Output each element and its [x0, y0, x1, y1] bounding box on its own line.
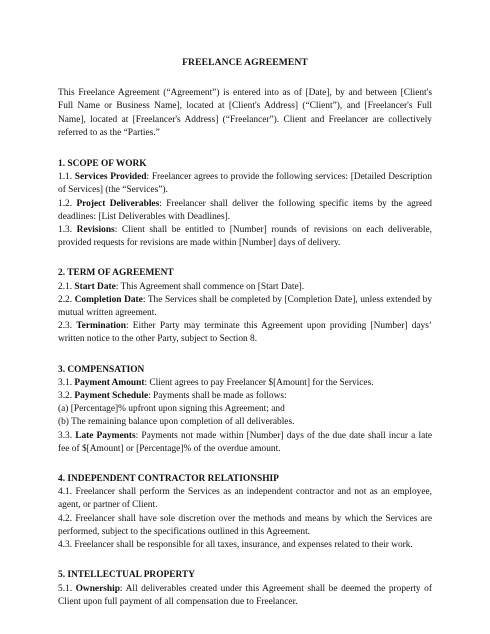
intro-paragraph: This Freelance Agreement (“Agreement”) is entered into as of [Date], by and between [Client's Full Name or Business Name], located at [Client's Address] (“Client”), and [Freelancer's Full Name], located at [Freelancer's Address] (“Freelancer”). Client and Freelancer are collectively referred to as the “Parties.”	[58, 88, 432, 138]
clause	[58, 430, 432, 456]
clause	[58, 198, 432, 224]
clause-text: : Client agrees to pay Freelancer $[Amount] for the Services.	[144, 377, 374, 388]
clause-text: Freelancer shall have sole discretion over the methods and means by which the Services are performed, subject to the specifications outlined in this Agreement.	[58, 513, 433, 537]
clause-term: Completion Date	[74, 294, 143, 305]
clause-term: Ownership	[75, 583, 120, 594]
clause-text: : Either Party may terminate this Agreement upon providing [Number] days’ written notice to the other Party, subject to Section 8.	[58, 321, 433, 345]
clause-text: : All deliverables created under this Agreement shall be deemed the property of Client upon full payment of all compensation due to Freelancer.	[58, 583, 432, 607]
clause-text: (a) [Percentage]% upfront upon signing this Agreement; and	[58, 404, 285, 415]
clause	[58, 377, 432, 390]
clause-number: 2.2.	[58, 294, 75, 305]
clause	[58, 403, 432, 416]
clause-text: : Client shall be entitled to [Number] rounds of revisions on each deliverable, provided requests for revisions are made within [Number] days of delivery.	[58, 225, 433, 249]
clause	[58, 513, 432, 539]
clause-number: 4.2.	[58, 513, 76, 524]
clause	[58, 539, 432, 552]
clause	[58, 171, 432, 197]
clause-number: 1.1.	[58, 172, 75, 183]
clause-term: Late Payments	[75, 430, 136, 441]
clause-text: : This Agreement shall commence on [Start Date].	[115, 281, 305, 292]
section-heading: 3. COMPENSATION	[58, 364, 145, 375]
clause	[58, 416, 432, 429]
section-heading: 4. INDEPENDENT CONTRACTOR RELATIONSHIP	[58, 474, 279, 485]
clause-number: 3.3.	[58, 430, 76, 441]
section	[58, 267, 432, 346]
clause-text: : Freelancer agrees to provide the following services: [Detailed Description of Services] (the “Services”).	[58, 172, 433, 196]
sections-container	[58, 158, 432, 609]
clause-term: Payment Schedule	[74, 391, 149, 402]
clause-term: Payment Amount	[74, 377, 145, 388]
section-heading: 5. INTELLECTUAL PROPERTY	[58, 570, 195, 581]
clause-number: 3.2.	[58, 391, 75, 402]
clause-term: Start Date	[74, 281, 116, 292]
clause	[58, 583, 432, 609]
clause-text: Freelancer shall perform the Services as an independent contractor and not as an employee, agent, or partner of Client.	[58, 487, 432, 511]
section	[58, 473, 432, 552]
clause-text: : The Services shall be completed by [Completion Date], unless extended by mutual written agreement.	[58, 294, 433, 319]
clause	[58, 486, 432, 512]
clause-text: : Payments not made within [Number] days of the due date shall incur a late fee of $[Amount] or [Percentage]% of the overdue amount.	[58, 430, 433, 454]
clause-text: : Payments shall be made as follows:	[148, 391, 287, 402]
clause-number: 2.3.	[58, 321, 77, 332]
clause-term: Project Deliverables	[76, 198, 160, 209]
clause-number: 4.1.	[58, 487, 76, 498]
clause	[58, 294, 432, 320]
clause	[58, 281, 432, 294]
document-title: FREELANCE AGREEMENT	[182, 57, 308, 68]
clause-number: 4.3.	[58, 540, 75, 551]
clause-term: Revisions	[76, 225, 115, 236]
clause-term: Termination	[76, 321, 126, 332]
clause-number: 1.3.	[58, 225, 77, 236]
clause	[58, 390, 432, 403]
clause-number: 2.1.	[58, 281, 75, 292]
clause-number: 5.1.	[58, 583, 76, 594]
clause-number: 1.2.	[58, 198, 77, 209]
clause-number: 3.1.	[58, 377, 75, 388]
clause-text: : Freelancer shall deliver the following specific items by the agreed deadlines: [List Deliverables with Deadlines].	[58, 198, 432, 222]
section	[58, 364, 432, 456]
section-heading: 1. SCOPE OF WORK	[58, 159, 147, 170]
clause	[58, 224, 432, 250]
section	[58, 569, 432, 609]
section-heading: 2. TERM OF AGREEMENT	[58, 268, 174, 279]
clause-text: Freelancer shall be responsible for all taxes, insurance, and expenses related to their work.	[74, 540, 413, 551]
section	[58, 158, 432, 250]
clause	[58, 320, 432, 346]
clause-text: (b) The remaining balance upon completion of all deliverables.	[58, 417, 295, 428]
clause-term: Services Provided	[74, 172, 147, 183]
